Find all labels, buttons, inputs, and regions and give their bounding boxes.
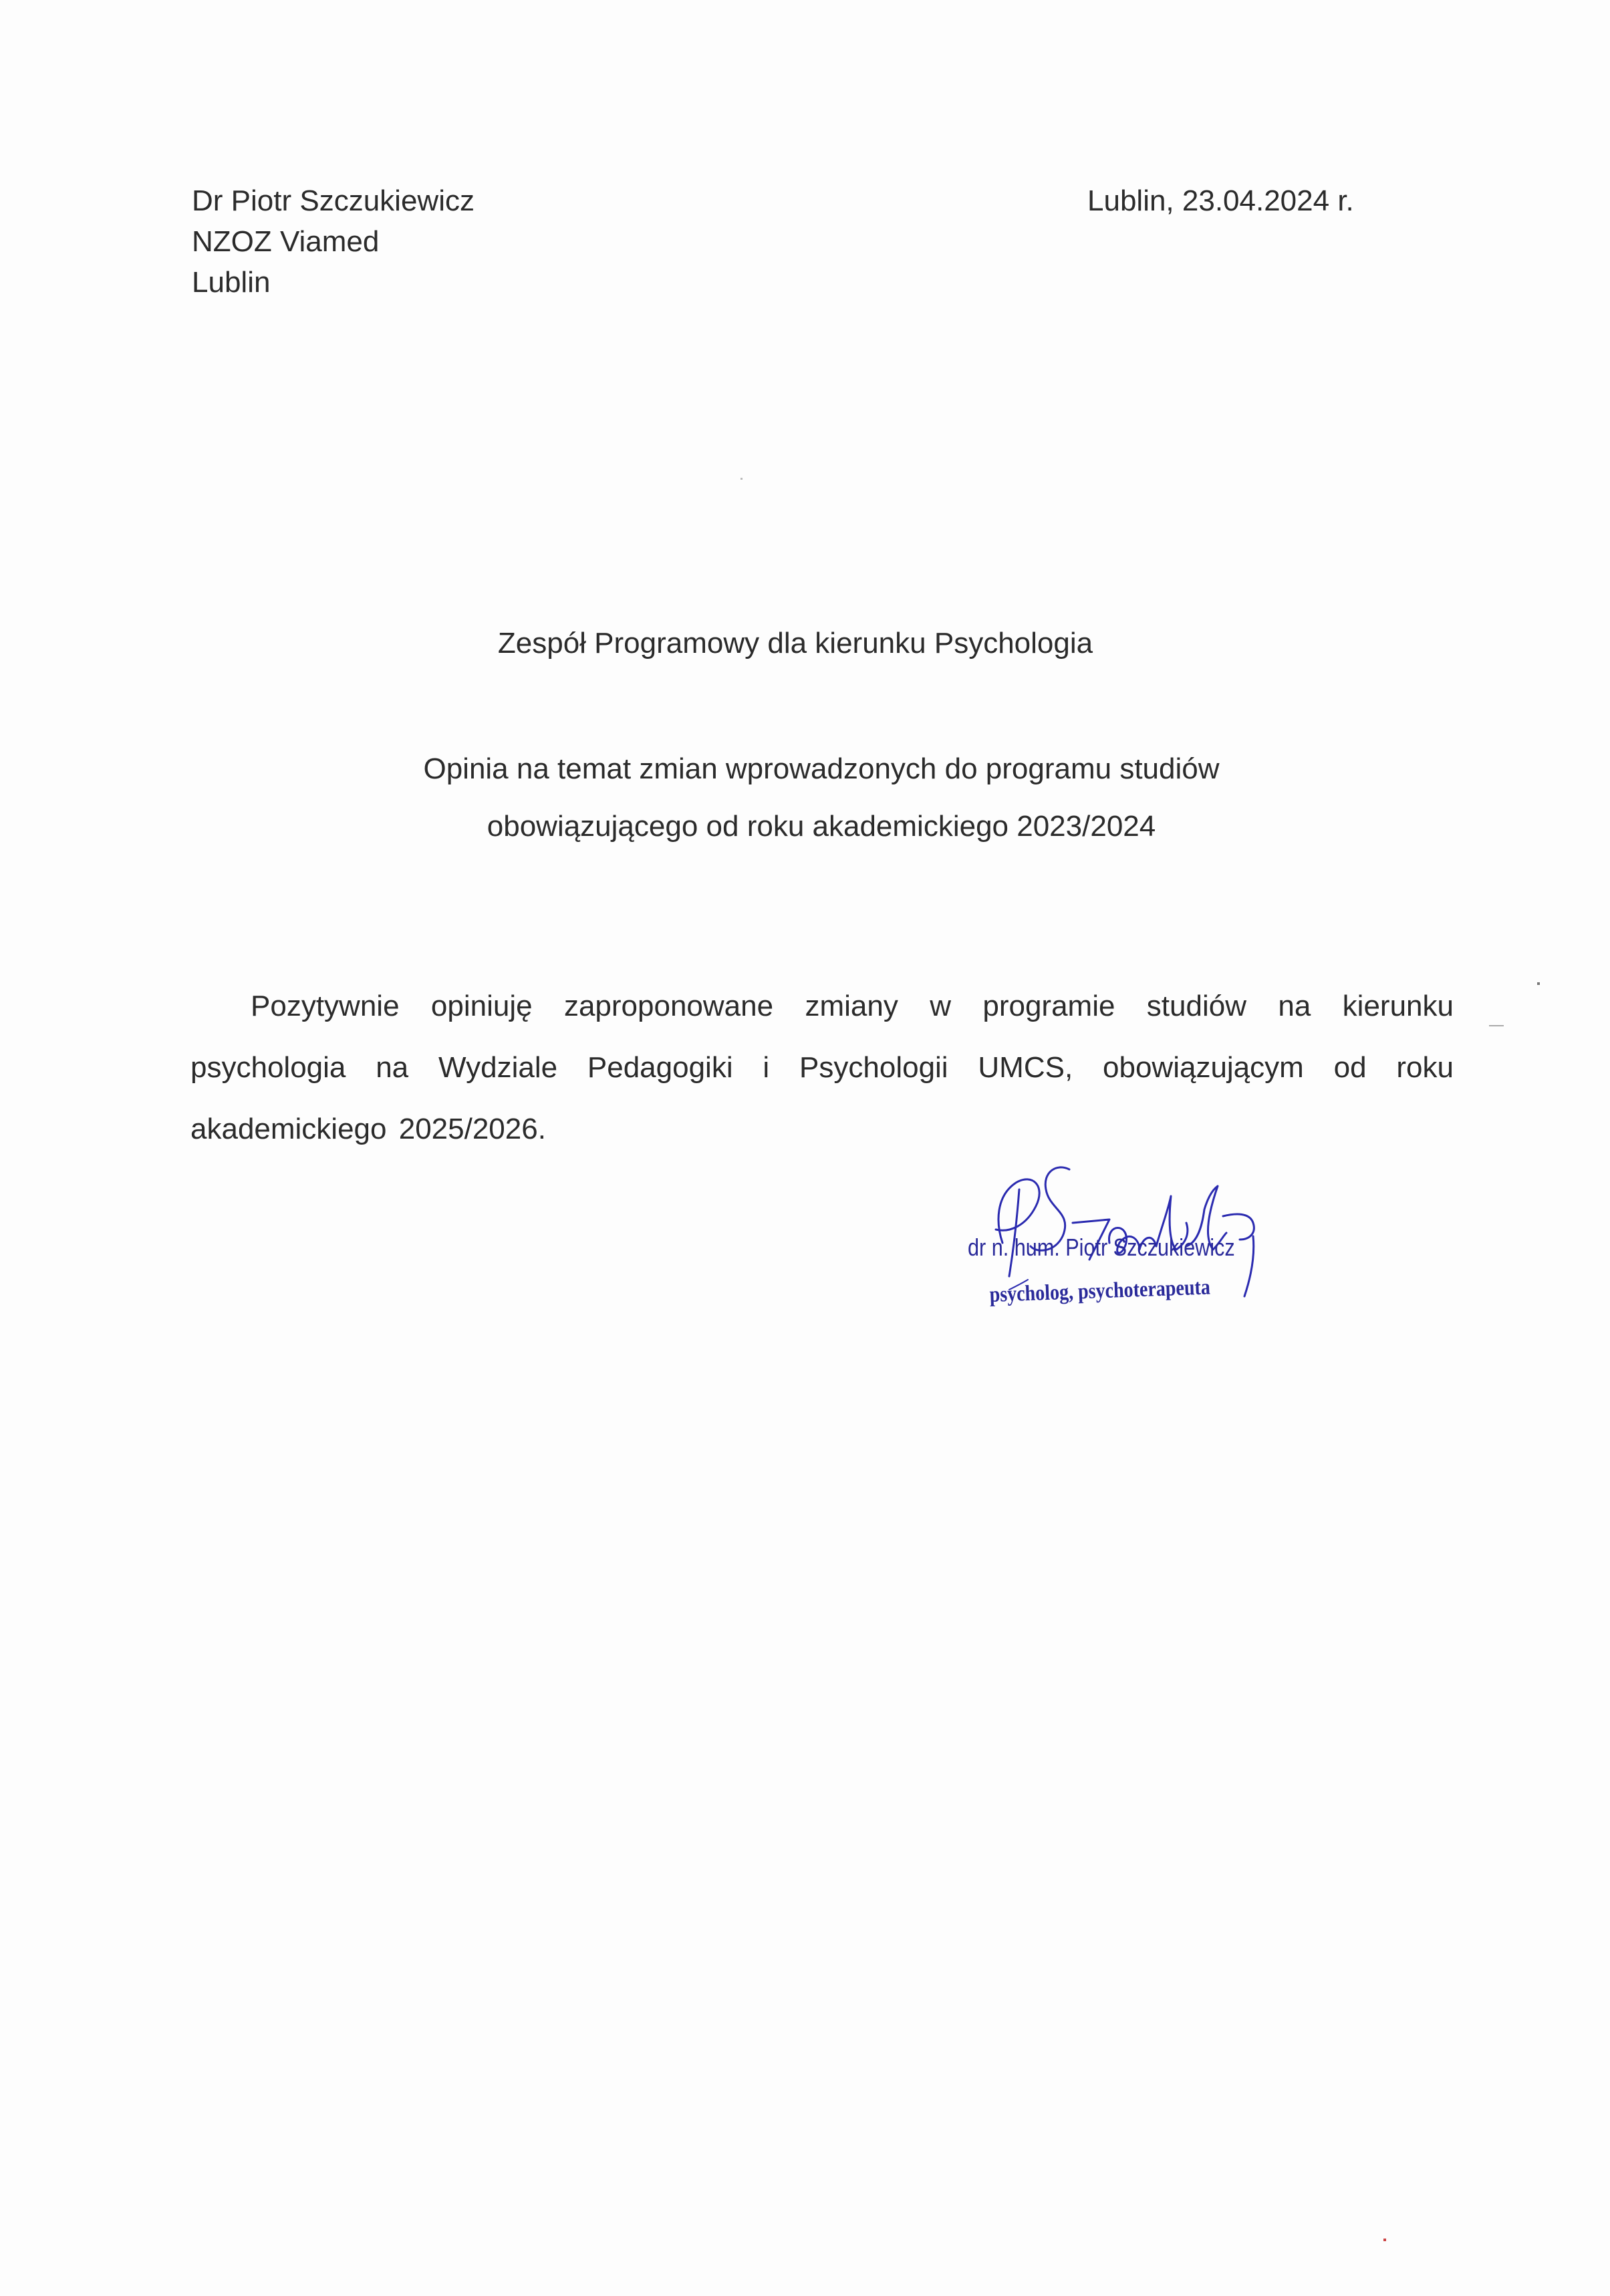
recipient-line: Zespół Programowy dla kierunku Psychologia: [497, 627, 1093, 660]
subject-line-1: Opinia na temat zmian wprowadzonych do programu studiów: [423, 752, 1220, 785]
sender-institution: NZOZ Viamed: [192, 225, 380, 258]
sender-block: [192, 180, 475, 303]
subject-block: [0, 740, 1610, 855]
date-line: Lublin, 23.04.2024 r.: [1087, 184, 1354, 217]
scan-speck: [1489, 1025, 1504, 1026]
scan-speck: [1383, 2239, 1386, 2241]
stamp-name: dr n. hum. Piotr Szczukiewicz: [968, 1234, 1235, 1261]
sender-city: Lublin: [192, 266, 271, 299]
scan-speck: [1537, 982, 1540, 985]
subject-line-2: obowiązującego od roku akademickiego 2023/2024: [487, 810, 1156, 843]
scan-speck: [741, 478, 743, 480]
stamp-title: psycholog, psychoterapeuta: [989, 1275, 1211, 1307]
sender-name: Dr Piotr Szczukiewicz: [192, 184, 475, 217]
body-paragraph: Pozytywnie opiniuję zaproponowane zmiany w programie studiów na kierunku psychologia na Wydziale Pedagogiki i Psychologii UMCS, obowiązującym od roku akademickiego 2025/2026.: [190, 990, 1454, 1145]
